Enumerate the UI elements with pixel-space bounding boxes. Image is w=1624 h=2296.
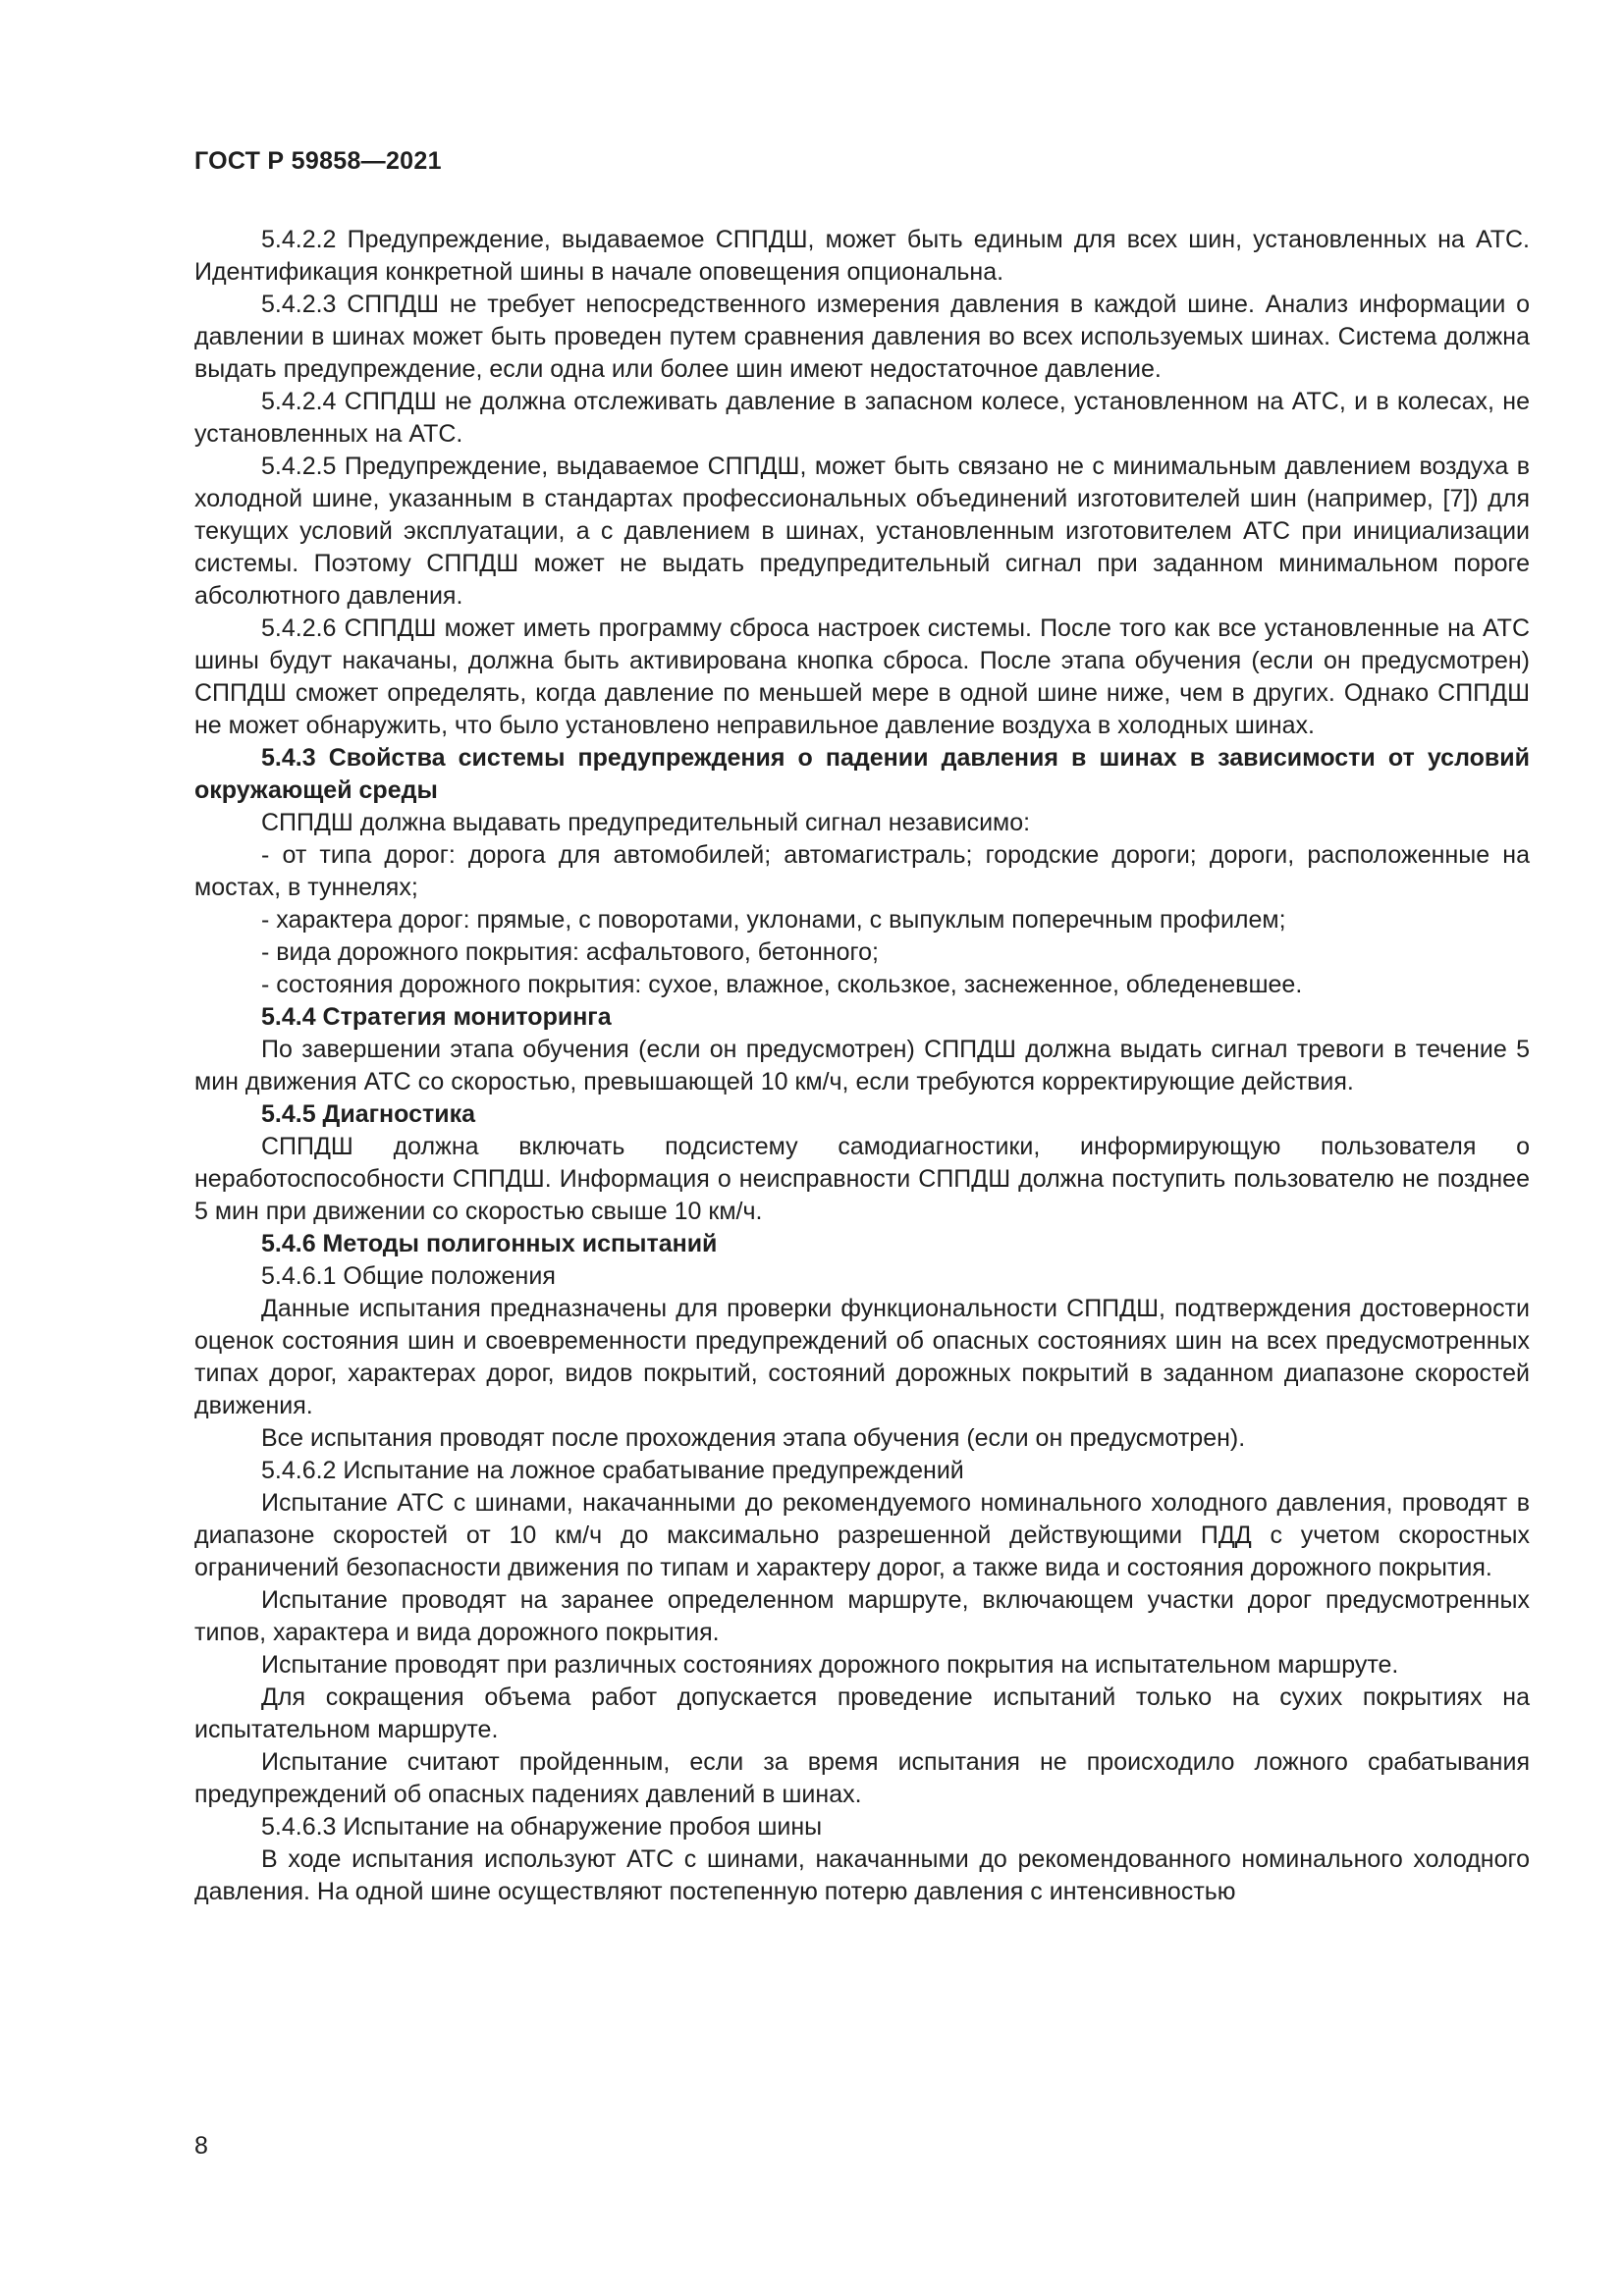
section-heading: 5.4.5 Диагностика — [261, 1100, 476, 1128]
paragraph: 5.4.6.2 Испытание на ложное срабатывание предупреждений — [261, 1457, 964, 1484]
paragraph: Испытание проводят при различных состояниях дорожного покрытия на испытательном маршруте. — [261, 1651, 1399, 1679]
paragraph: Данные испытания предназначены для проверки функциональности СППДШ, подтверждения достоверности оценок состояния шин и своевременности предупреждений об опасных состояниях шин на всех предусмотренных типах дорог, характерах дорог, видов покрытий, состояний дорожных покрытий в заданном диапазоне скоростей движения. — [194, 1295, 1530, 1419]
paragraph: 5.4.2.5 Предупреждение, выдаваемое СППДШ, может быть связано не с минимальным давлением воздуха в холодной шине, указанным в стандартах профессиональных объединений изготовителей шин (например, [7]) для текущих условий эксплуатации, а с давлением в шинах, установленным изготовителем АТС при инициализации системы. Поэтому СППДШ может не выдать предупредительный сигнал при заданном минимальном пороге абсолютного давления. — [194, 453, 1530, 610]
section-heading: 5.4.6 Методы полигонных испытаний — [261, 1230, 718, 1257]
paragraph: 5.4.2.4 СППДШ не должна отслеживать давление в запасном колесе, установленном на АТС, и в колесах, не установленных на АТС. — [194, 388, 1530, 448]
paragraph: - от типа дорог: дорога для автомобилей; автомагистраль; городские дороги; дороги, расположенные на мостах, в туннелях; — [194, 841, 1530, 901]
paragraph: Для сокращения объема работ допускается проведение испытаний только на сухих покрытиях на испытательном маршруте. — [194, 1683, 1530, 1743]
paragraph: Все испытания проводят после прохождения этапа обучения (если он предусмотрен). — [261, 1424, 1246, 1452]
paragraph: Испытание АТС с шинами, накачанными до рекомендуемого номинального холодного давления, проводят в диапазоне скоростей от 10 км/ч до максимально разрешенной действующими ПДД с учетом скоростных ограничений безопасности движения по типам и характеру дорог, а также вида и состояния дорожного покрытия. — [194, 1489, 1530, 1581]
paragraph: СППДШ должна выдавать предупредительный сигнал независимо: — [261, 809, 1031, 836]
paragraph: 5.4.2.2 Предупреждение, выдаваемое СППДШ, может быть единым для всех шин, установленных на АТС. Идентификация конкретной шины в начале оповещения опциональна. — [194, 226, 1530, 286]
paragraph: 5.4.2.3 СППДШ не требует непосредственного измерения давления в каждой шине. Анализ информации о давлении в шинах может быть проведен путем сравнения давления во всех используемых шинах. Система должна выдать предупреждение, если одна или более шин имеют недостаточное давление. — [194, 291, 1530, 383]
page-number: 8 — [194, 2132, 208, 2160]
paragraph: - вида дорожного покрытия: асфальтового, бетонного; — [261, 938, 879, 966]
section-heading: 5.4.4 Стратегия мониторинга — [261, 1003, 612, 1031]
paragraph: - состояния дорожного покрытия: сухое, влажное, скользкое, заснеженное, обледеневшее. — [261, 971, 1303, 998]
paragraph: 5.4.6.3 Испытание на обнаружение пробоя шины — [261, 1813, 823, 1841]
paragraph: - характера дорог: прямые, с поворотами, уклонами, с выпуклым поперечным профилем; — [261, 906, 1286, 934]
document-header: ГОСТ Р 59858—2021 — [194, 147, 442, 175]
section-heading: 5.4.3 Свойства системы предупреждения о падении давления в шинах в зависимости от условий окружающей среды — [194, 744, 1530, 804]
paragraph: 5.4.6.1 Общие положения — [261, 1262, 556, 1290]
document-body — [194, 224, 1530, 1908]
paragraph: Испытание проводят на заранее определенном маршруте, включающем участки дорог предусмотренных типов, характера и вида дорожного покрытия. — [194, 1586, 1530, 1646]
paragraph: 5.4.2.6 СППДШ может иметь программу сброса настроек системы. После того как все установленные на АТС шины будут накачаны, должна быть активирована кнопка сброса. После этапа обучения (если он предусмотрен) СППДШ сможет определять, когда давление по меньшей мере в одной шине ниже, чем в других. Однако СППДШ не может обнаружить, что было установлено неправильное давление воздуха в холодных шинах. — [194, 614, 1530, 739]
paragraph: По завершении этапа обучения (если он предусмотрен) СППДШ должна выдать сигнал тревоги в течение 5 мин движения АТС со скоростью, превышающей 10 км/ч, если требуются корректирующие действия. — [194, 1036, 1530, 1095]
paragraph: СППДШ должна включать подсистему самодиагностики, информирующую пользователя о неработоспособности СППДШ. Информация о неисправности СППДШ должна поступить пользователю не позднее 5 мин при движении со скоростью свыше 10 км/ч. — [194, 1133, 1530, 1225]
paragraph: Испытание считают пройденным, если за время испытания не происходило ложного срабатывания предупреждений об опасных падениях давлений в шинах. — [194, 1748, 1530, 1808]
paragraph: В ходе испытания используют АТС с шинами, накачанными до рекомендованного номинального холодного давления. На одной шине осуществляют постепенную потерю давления с интенсивностью — [194, 1845, 1530, 1905]
